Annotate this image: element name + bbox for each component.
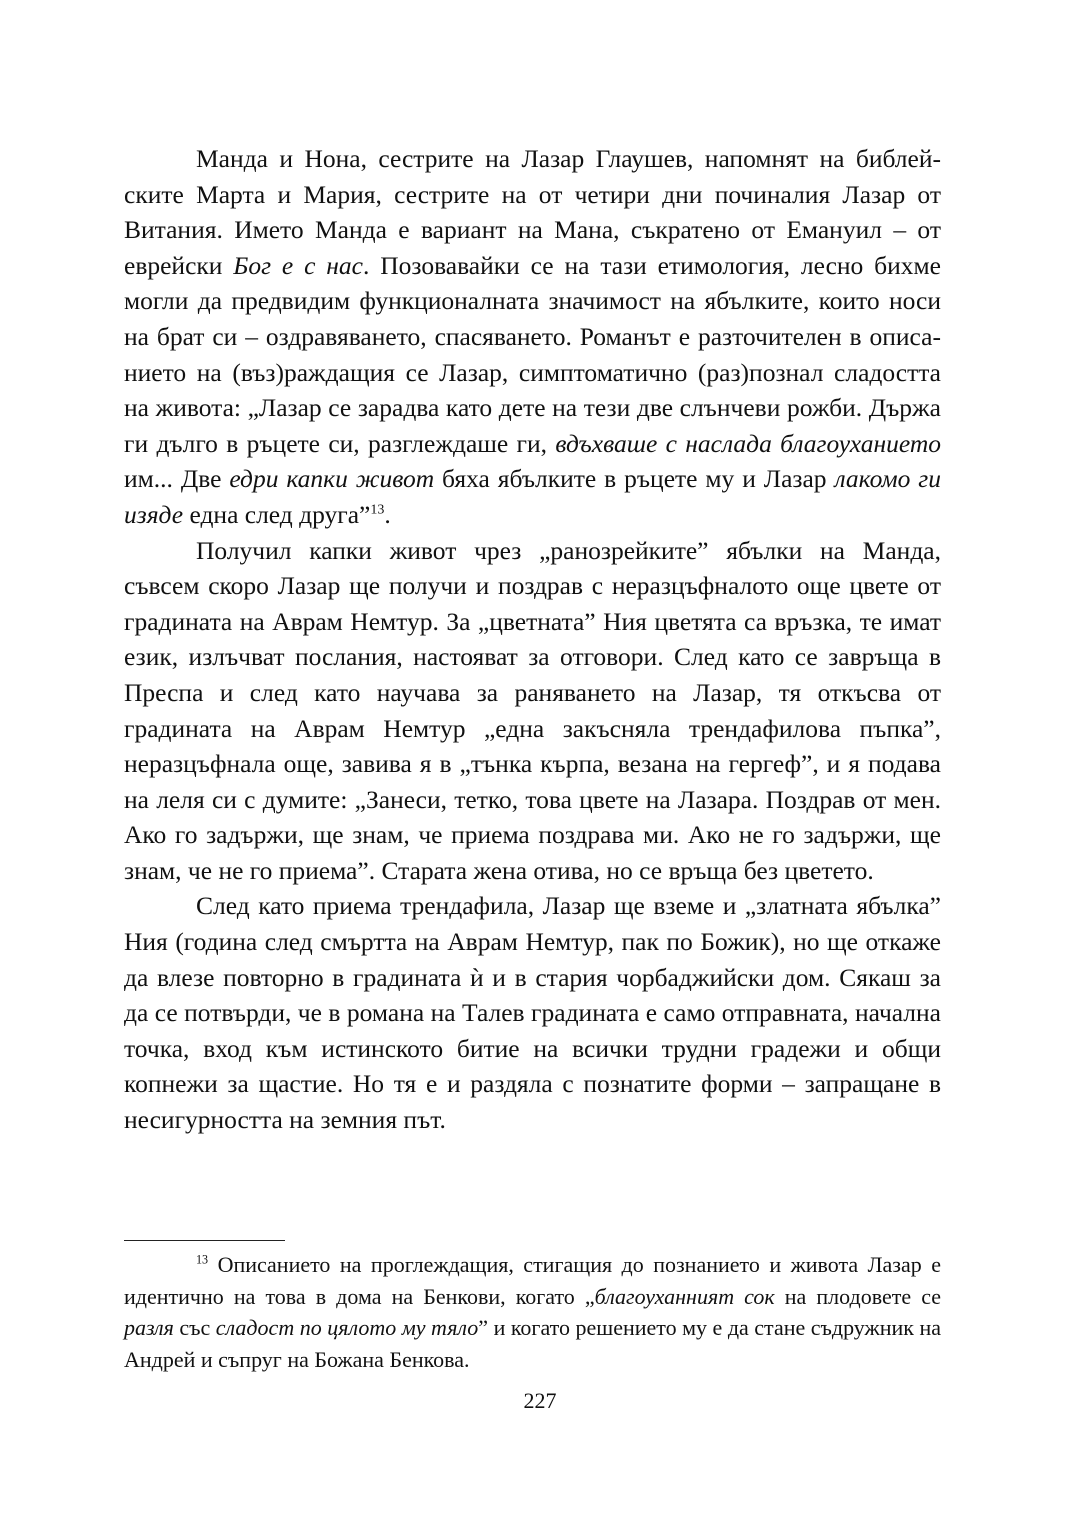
italic-text: едри капки живот — [229, 464, 435, 494]
text-run: Описанието на проглеждащия, стигащия до познанието и живота Лазар е идентично на това в дома на Бенкови, когато „ — [124, 1252, 941, 1309]
text-run: бяха ябълките в ръцете му и Лазар — [434, 464, 835, 494]
text-run: една след друга” — [183, 499, 371, 529]
footnote-text — [124, 1249, 941, 1375]
italic-text: Бог е с нас — [233, 250, 363, 280]
paragraph — [124, 888, 941, 1137]
italic-text: сладост по цялото му тяло — [215, 1315, 479, 1340]
paragraph — [124, 533, 941, 889]
text-run: Получил капки живот чрез „ранозрейките” ябълки на Манда, съвсем скоро Лазар ще получи и поздрав с неразцъфналото още цвете от градината на Аврам Немтур. За „цветната” Ния цветята са връзка, те имат език, излъчват послания, настояват за отговори. След като се завръща в Преспа и след като научава за раняването на Лазар, тя откъсва от градината на Аврам Немтур „една закъсняла трендафилова пъпка”, неразцъфнала още, завива я в „тънка кърпа, везана на гергеф”, и я подава на леля си с думите: „Занеси, тетко, това цвете на Лазара. Поздрав от мен. Ако го задържи, ще знам, че приема поздрава ми. Ако не го задържи, ще знам, че не го приема”. Старата жена отива, но се връща без цветето. — [124, 535, 941, 885]
text-run: След като приема трендафила, Лазар ще вземе и „златната ябълка” Ния (година след смъртта на Аврам Немтур, пак по Божик), но ще откаже да влезе повторно в градината ѝ и в стария чорбаджийски дом. Сякаш за да се потвърди, че в романа на Талев градината е само отправната, начална точка, вход към истинското битие на всички трудни градежи и общи копнежи за щастие. Но тя е и раздяла с познатите форми – запращане в несигурността на земния път. — [124, 891, 941, 1135]
italic-text: благоуханният сок — [594, 1283, 775, 1309]
footnote-ref: 13 — [196, 1252, 209, 1267]
text-run: със — [173, 1315, 216, 1340]
text-run: Манда и Нона, сестрите на Лазар Глаушев, напомнят на библейските Марта и Мария, сестрите на от четири дни починалия Лазар от Витания. Името Манда е вариант на Мана, съкратено от Емануил – от еврейски — [124, 144, 941, 280]
footnote — [124, 1249, 941, 1375]
italic-text: лакомо ги изяде — [124, 464, 942, 529]
text-run: ” и когато решението му е да стане съдружник на Андрей и съпруг на Божана Бенкова. — [124, 1315, 941, 1372]
italic-text: разля — [124, 1315, 174, 1340]
paragraph — [124, 141, 941, 533]
text-run: на плодовете се — [774, 1283, 941, 1309]
body-text — [124, 141, 941, 1138]
page-number: 227 — [523, 1388, 557, 1413]
text-run: . — [384, 499, 391, 529]
italic-text: вдъхваше с наслада благоуханието — [555, 428, 941, 458]
footnote-ref: 13 — [370, 502, 385, 518]
text-run: им... Две — [124, 464, 230, 494]
footnote-separator — [124, 1240, 285, 1241]
text-run: . Позовавайки се на тази етимология, лесно бихме могли да предвидим функционалната значимост на ябълките, които носи на брат си – оздравяването, спасяването. Романът е разточителен в описанието на (въз)раждащия се Лазар, симптоматично (раз)познал сладостта на живота: „Лазар се зарадва като дете на тези две слънчеви рожби. Държа ги дълго в ръцете си, разглеждаше ги, — [124, 250, 941, 458]
